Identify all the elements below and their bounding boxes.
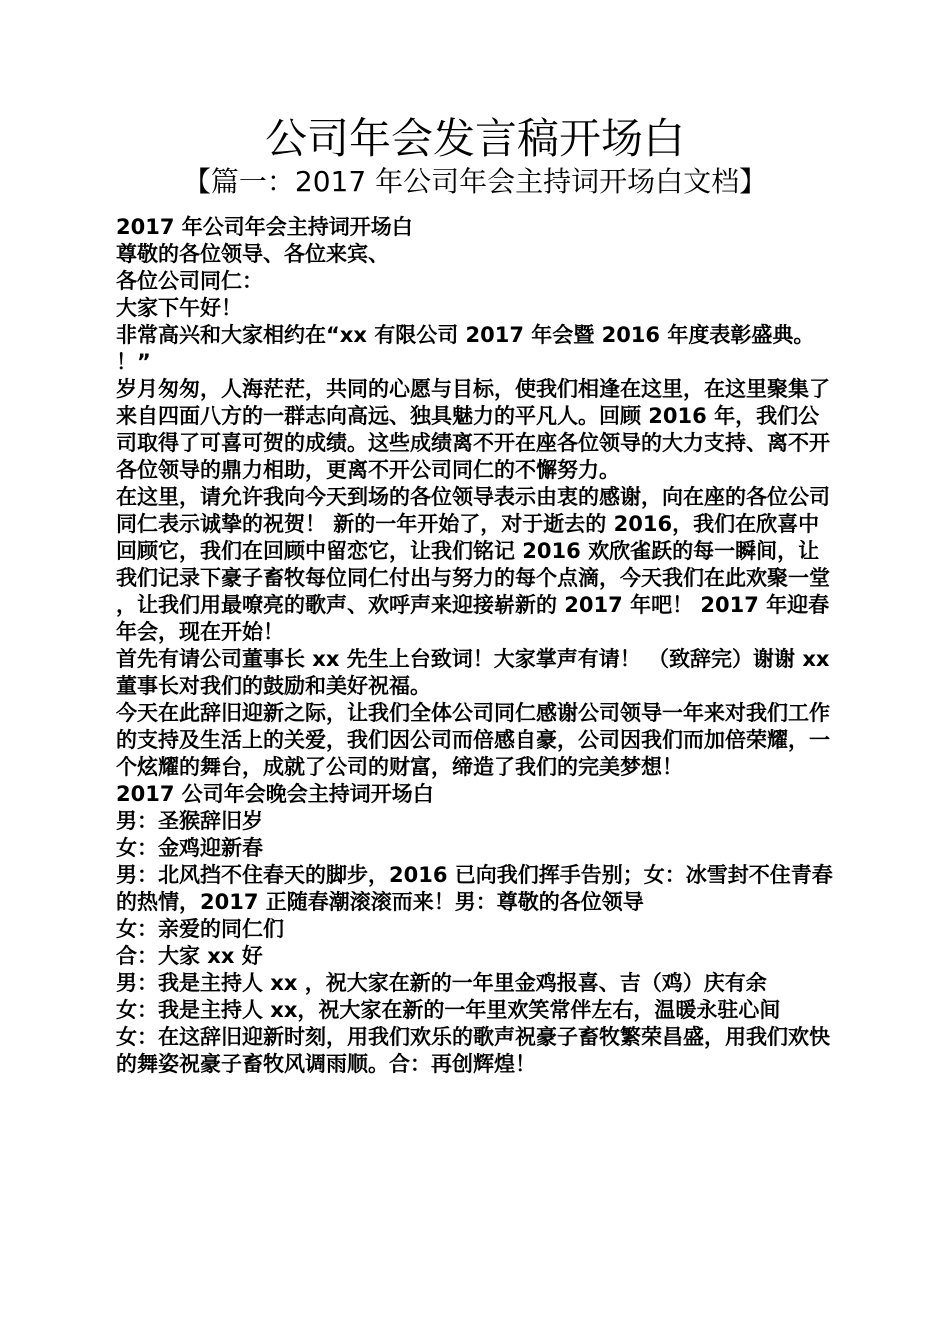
paragraph: 男：圣猴辞旧岁 [116, 809, 263, 833]
paragraph: 女：在这辞旧迎新时刻，用我们欢乐的歌声祝豪子畜牧繁荣昌盛，用我们欢快的舞姿祝豪子畜牧风调雨顺。合：再创辉煌！ [116, 1025, 830, 1076]
paragraph: 合：大家 xx 好 [116, 944, 263, 968]
paragraph: 男：北风挡不住春天的脚步，2016 已向我们挥手告别；女：冰雪封不住青春的热情，2017 正随春潮滚滚而来！男：尊敬的各位领导 [116, 863, 833, 914]
document-body [116, 214, 834, 1078]
paragraph: 女：亲爱的同仁们 [116, 917, 284, 941]
paragraph: 女：金鸡迎新春 [116, 836, 263, 860]
paragraph: 非常高兴和大家相约在“xx 有限公司 2017 年会暨 2016 年度表彰盛典。！” [116, 323, 815, 374]
section-heading: 2017 公司年会晚会主持词开场白 [116, 782, 434, 806]
paragraph: 在这里，请允许我向今天到场的各位领导表示由衷的感谢，向在座的各位公司同仁表示诚挚的祝贺！ 新的一年开始了，对于逝去的 2016，我们在欣喜中回顾它，我们在回顾中留恋它，让我们铭记 2016 欢欣雀跃的每一瞬间，让我们记录下豪子畜牧每位同仁付出与努力的每个点滴，今天我们在此欢聚一堂，让我们用最嘹亮的歌声、欢呼声来迎接崭新的 2017 年吧！ 2017 年迎春年会，现在开始！ [116, 485, 830, 644]
document-title: 公司年会发言稿开场白 [264, 114, 685, 163]
paragraph: 首先有请公司董事长 xx 先生上台致词！大家掌声有请！ （致辞完）谢谢 xx 董事长对我们的鼓励和美好祝福。 [116, 647, 830, 698]
paragraph: 男：我是主持人 xx ，祝大家在新的一年里金鸡报喜、吉（鸡）庆有余 [116, 971, 767, 995]
paragraph: 2017 年公司年会主持词开场白 [116, 215, 413, 239]
paragraph: 大家下午好！ [116, 296, 242, 320]
paragraph: 女：我是主持人 xx，祝大家在新的一年里欢笑常伴左右，温暖永驻心间 [116, 998, 781, 1022]
document-subtitle: 【篇一：2017 年公司年会主持词开场白文档】 [182, 165, 768, 198]
paragraph: 尊敬的各位领导、各位来宾、 [116, 242, 389, 266]
paragraph: 各位公司同仁： [116, 269, 263, 293]
paragraph: 今天在此辞旧迎新之际，让我们全体公司同仁感谢公司领导一年来对我们工作的支持及生活上的关爱，我们因公司而倍感自豪，公司因我们而加倍荣耀，一个炫耀的舞台，成就了公司的财富，缔造了我们的完美梦想！ [116, 701, 830, 779]
paragraph: 岁月匆匆，人海茫茫，共同的心愿与目标，使我们相逢在这里，在这里聚集了来自四面八方的一群志向高远、独具魅力的平凡人。回顾 2016 年，我们公司取得了可喜可贺的成绩。这些成绩离不开在座各位领导的大力支持、离不开各位领导的鼎力相助，更离不开公司同仁的不懈努力。 [116, 377, 830, 482]
